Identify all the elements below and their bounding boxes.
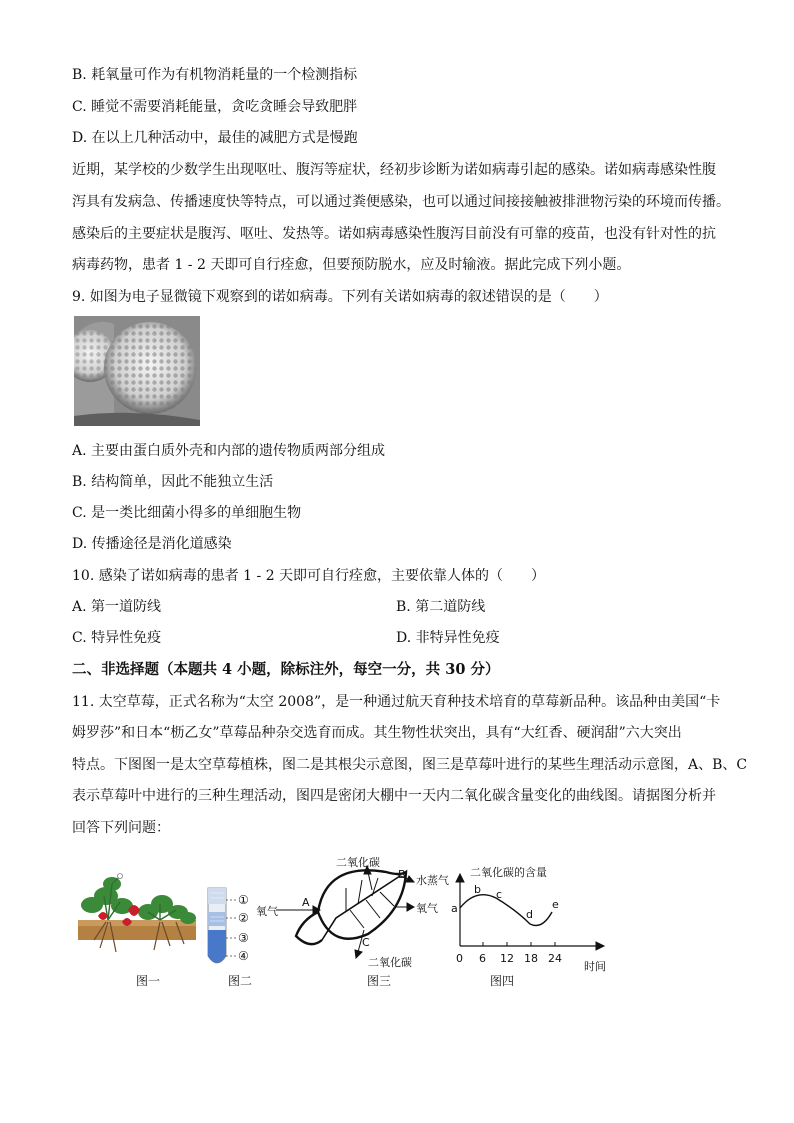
q10-option-b: B. 第二道防线 xyxy=(396,599,486,615)
q10-option-d: D. 非特异性免疫 xyxy=(396,630,500,646)
fig3-caption: 图三 xyxy=(367,974,392,988)
fig4-point-c: c xyxy=(496,888,503,901)
fig4-xtick-24: 24 xyxy=(548,952,562,965)
q9-option-b: B. 结构简单，因此不能独立生活 xyxy=(72,474,274,490)
fig2-caption: 图二 xyxy=(228,974,253,988)
q8-option-d: D. 在以上几种活动中，最佳的减肥方式是慢跑 xyxy=(72,130,358,146)
fig4-caption: 图四 xyxy=(490,974,515,988)
figure-1-strawberry-plant xyxy=(78,874,196,953)
fig3-water-vapor: 水蒸气 xyxy=(416,874,449,887)
fig3-label-b: B xyxy=(398,868,406,881)
fig1-caption: 图一 xyxy=(136,974,161,988)
passage-line-2: 泻具有发病急、传播速度快等特点，可以通过粪便感染，也可以通过间接接触被排泄物污染的环境而传播。 xyxy=(72,194,730,210)
fig4-xtick-0: 0 xyxy=(456,952,463,965)
figure-3-leaf xyxy=(276,866,414,958)
fig3-oxygen-left: 氧气 xyxy=(256,905,278,918)
fig3-label-a: A xyxy=(302,896,310,909)
q9-option-d: D. 传播途径是消化道感染 xyxy=(72,536,232,552)
q10-stem: 10. 感染了诺如病毒的患者 1 - 2 天即可自行痊愈，主要依靠人体的（ ） xyxy=(72,568,546,584)
q8-option-c: C. 睡觉不需要消耗能量，贪吃贪睡会导致肥胖 xyxy=(72,99,358,115)
fig2-label-4: ④ xyxy=(238,949,249,963)
fig4-point-b: b xyxy=(474,883,481,896)
fig2-label-3: ③ xyxy=(238,931,249,945)
fig3-oxygen-right: 氧气 xyxy=(416,902,438,915)
q11-line-4: 表示草莓叶中进行的三种生理活动，图四是密闭大棚中一天内二氧化碳含量变化的曲线图。请据图分析并 xyxy=(72,788,716,804)
fig2-label-2: ② xyxy=(238,911,249,925)
fig3-co2-top: 二氧化碳 xyxy=(336,856,380,869)
passage-line-4: 病毒药物，患者 1 - 2 天即可自行痊愈，但要预防脱水，应及时输液。据此完成下列小题。 xyxy=(72,257,631,273)
fig2-label-1: ① xyxy=(238,893,249,907)
fig3-label-c: C xyxy=(362,936,370,949)
fig4-point-a: a xyxy=(451,902,458,915)
fig4-xtick-6: 6 xyxy=(479,952,486,965)
fig4-xtick-12: 12 xyxy=(500,952,514,965)
passage-line-3: 感染后的主要症状是腹泻、呕吐、发热等。诺如病毒感染性腹泻目前没有可靠的疫苗，也没有针对性的抗 xyxy=(72,226,716,242)
section-2-heading: 二、非选择题（本题共 4 小题，除标注外，每空一分，共 30 分） xyxy=(72,661,500,678)
fig4-point-d: d xyxy=(526,908,533,921)
q11-line-5: 回答下列问题： xyxy=(72,820,170,836)
q9-option-c: C. 是一类比细菌小得多的单细胞生物 xyxy=(72,505,302,521)
q9-option-a: A. 主要由蛋白质外壳和内部的遗传物质两部分组成 xyxy=(72,443,386,459)
q11-line-1: 11. 太空草莓，正式名称为“太空 2008”，是一种通过航天育种技术培育的草莓新品种。该品种由美国“卡 xyxy=(72,694,721,710)
fig4-xtick-18: 18 xyxy=(524,952,538,965)
fig4-point-e: e xyxy=(552,898,559,911)
q11-line-3: 特点。下图图一是太空草莓植株，图二是其根尖示意图，图三是草莓叶进行的某些生理活动示意图，A、B、C xyxy=(72,757,748,773)
fig3-co2-bottom: 二氧化碳 xyxy=(368,956,412,969)
figure-2-root-tip xyxy=(208,888,236,963)
passage-line-1: 近期，某学校的少数学生出现呕吐、腹泻等症状，经初步诊断为诺如病毒引起的感染。诺如病毒感染性腹 xyxy=(72,162,716,178)
q8-option-b: B. 耗氧量可作为有机物消耗量的一个检测指标 xyxy=(72,67,358,83)
q9-stem: 9. 如图为电子显微镜下观察到的诺如病毒。下列有关诺如病毒的叙述错误的是（ ） xyxy=(72,289,608,305)
q10-option-c: C. 特异性免疫 xyxy=(72,630,162,646)
q11-line-2: 姆罗莎”和日本“枥乙女”草莓品种杂交选育而成。其生物性状突出，具有“大红香、硬润甜”六大突出 xyxy=(72,725,682,741)
fig4-ylabel: 二氧化碳的含量 xyxy=(470,866,547,879)
q10-option-a: A. 第一道防线 xyxy=(72,599,162,615)
fig4-xlabel: 时间 xyxy=(584,960,606,973)
